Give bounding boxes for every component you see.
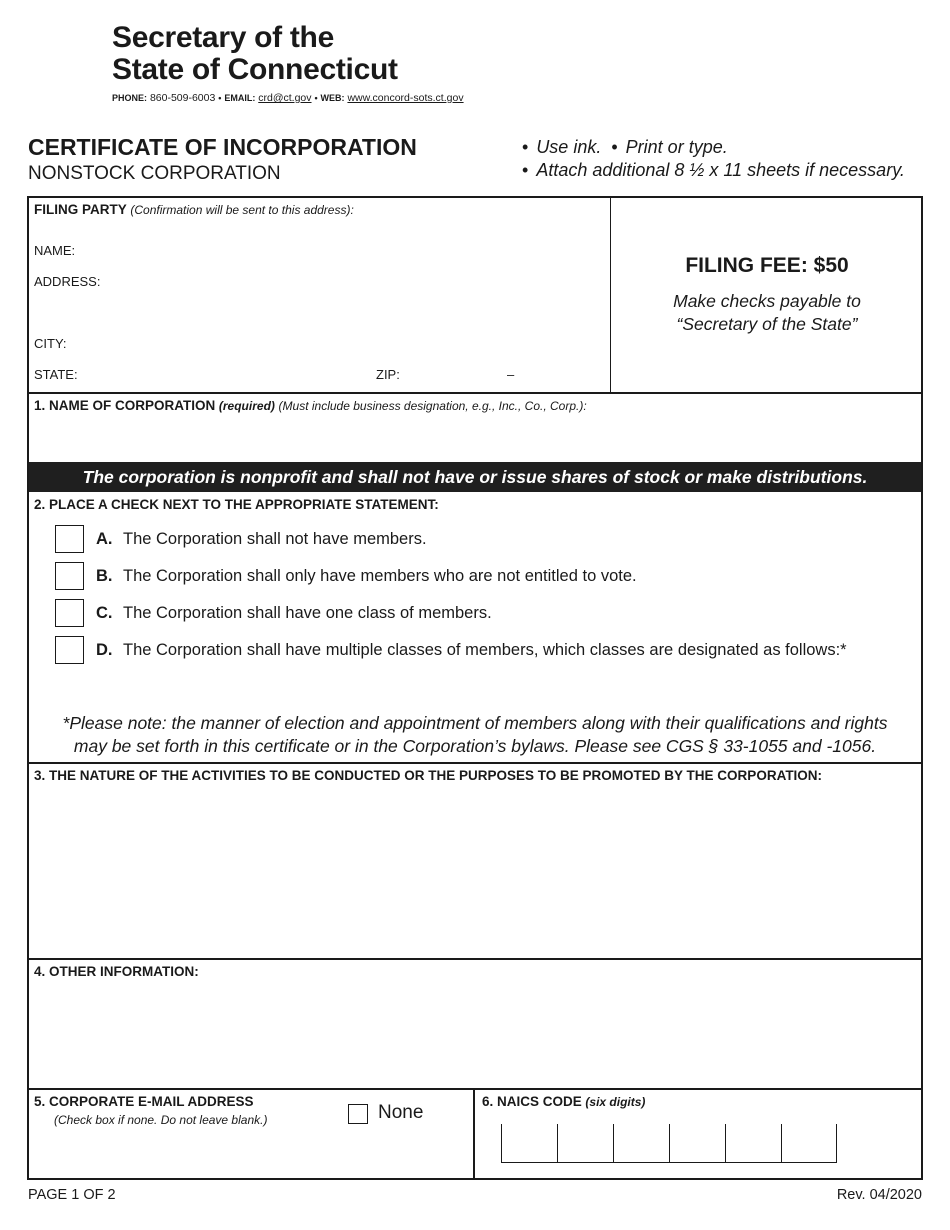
- page-number: PAGE 1 OF 2: [28, 1187, 116, 1203]
- separator: •: [314, 93, 318, 103]
- membership-note: [29, 712, 921, 758]
- option-d-text: The Corporation shall have multiple classes of members, which classes are designated as follows:*: [123, 641, 847, 659]
- instruction-print: Print or type.: [625, 137, 728, 157]
- zip-dash: –: [507, 367, 515, 382]
- section6-note: (six digits): [585, 1095, 646, 1109]
- section1-note: (Must include business designation, e.g., Inc., Co., Corp.):: [278, 399, 587, 413]
- option-c-text: The Corporation shall have one class of members.: [123, 604, 492, 622]
- instruction-line1: [522, 136, 905, 159]
- city-label[interactable]: CITY:: [34, 336, 67, 351]
- filing-party-fields: [29, 198, 611, 392]
- address-label[interactable]: ADDRESS:: [34, 274, 101, 289]
- option-a-checkbox[interactable]: [55, 525, 84, 553]
- instructions: [522, 136, 905, 182]
- option-b-text: The Corporation shall only have members who are not entitled to vote.: [123, 567, 637, 585]
- option-b-letter: B.: [96, 567, 113, 585]
- corporation-name-section[interactable]: [29, 394, 921, 462]
- email-label: EMAIL:: [224, 93, 256, 103]
- contact-line: [112, 92, 464, 104]
- filing-party-note: (Confirmation will be sent to this address):: [130, 203, 354, 217]
- instruction-attach: Attach additional 8 ½ x 11 sheets if necessary.: [536, 160, 905, 180]
- naics-digit-box[interactable]: [557, 1124, 613, 1162]
- none-checkbox[interactable]: [348, 1104, 368, 1124]
- document-title: CERTIFICATE OF INCORPORATION: [28, 134, 417, 160]
- section5-title: 5. CORPORATE E-MAIL ADDRESS: [34, 1094, 254, 1109]
- agency-title-line2: State of Connecticut: [112, 53, 398, 86]
- filing-fee-note: [613, 290, 921, 336]
- none-label: None: [378, 1102, 424, 1123]
- bullet: •: [522, 160, 529, 180]
- filing-fee-title: FILING FEE: $50: [685, 254, 849, 277]
- agency-title-line1: Secretary of the: [112, 21, 334, 54]
- naics-digit-box[interactable]: [725, 1124, 781, 1162]
- filing-party-section: [29, 198, 921, 394]
- membership-note-line1: *Please note: the manner of election and appointment of members along with their qualifications and rights: [62, 713, 888, 733]
- other-information-section[interactable]: [29, 960, 921, 1090]
- naics-digit-boxes: [501, 1124, 837, 1163]
- filing-fee-note-line1: Make checks payable to: [673, 291, 861, 311]
- instruction-ink: Use ink.: [536, 137, 602, 157]
- revision-date: Rev. 04/2020: [836, 1187, 922, 1203]
- option-d-checkbox[interactable]: [55, 636, 84, 664]
- filing-party-heading: [34, 202, 354, 217]
- option-c-checkbox[interactable]: [55, 599, 84, 627]
- separator: •: [218, 93, 222, 103]
- option-b-checkbox[interactable]: [55, 562, 84, 590]
- section4-title: 4. OTHER INFORMATION:: [34, 964, 199, 979]
- naics-digit-box[interactable]: [669, 1124, 725, 1162]
- required-marker: (required): [218, 399, 275, 413]
- email-section[interactable]: [29, 1090, 475, 1178]
- web-label: WEB:: [320, 93, 345, 103]
- filing-party-title: FILING PARTY: [34, 202, 127, 217]
- instruction-line2: [522, 159, 905, 182]
- email-link[interactable]: crd@ct.gov: [258, 92, 312, 104]
- naics-section: [477, 1090, 921, 1178]
- phone-number: 860-509-6003: [149, 92, 216, 104]
- naics-digit-box[interactable]: [501, 1124, 557, 1162]
- option-c-letter: C.: [96, 604, 113, 622]
- state-label[interactable]: STATE:: [34, 367, 78, 382]
- web-link[interactable]: www.concord-sots.ct.gov: [347, 92, 464, 104]
- option-a-text: The Corporation shall not have members.: [123, 530, 427, 548]
- membership-note-line2: may be set forth in this certificate or in the Corporation’s bylaws. Please see CGS § 33-1055 and -1056.: [73, 736, 877, 756]
- document-subtitle: NONSTOCK CORPORATION: [28, 163, 281, 184]
- form-body: [27, 196, 923, 1180]
- purposes-section[interactable]: [29, 764, 921, 960]
- filing-fee-note-line2: “Secretary of the State”: [676, 314, 858, 334]
- naics-digit-box[interactable]: [613, 1124, 669, 1162]
- phone-label: PHONE:: [112, 93, 148, 103]
- section5-note: (Check box if none. Do not leave blank.): [54, 1113, 268, 1127]
- name-label[interactable]: NAME:: [34, 243, 76, 258]
- option-a-letter: A.: [96, 530, 113, 548]
- nonprofit-banner: The corporation is nonprofit and shall not have or issue shares of stock or make distributions.: [29, 462, 921, 492]
- corporation-name-heading: [34, 398, 587, 413]
- agency-title: [112, 22, 398, 86]
- section1-title: 1. NAME OF CORPORATION: [34, 398, 216, 413]
- naics-heading: [482, 1094, 645, 1109]
- bullet: •: [522, 137, 529, 157]
- naics-digit-box[interactable]: [781, 1124, 837, 1162]
- section2-title: 2. PLACE A CHECK NEXT TO THE APPROPRIATE STATEMENT:: [34, 497, 439, 512]
- section3-title: 3. THE NATURE OF THE ACTIVITIES TO BE CONDUCTED OR THE PURPOSES TO BE PROMOTED BY THE CORPORATION:: [34, 768, 823, 783]
- bullet: •: [611, 137, 618, 157]
- zip-label[interactable]: ZIP:: [376, 367, 400, 382]
- section6-title: 6. NAICS CODE: [482, 1094, 582, 1109]
- option-d-letter: D.: [96, 641, 113, 659]
